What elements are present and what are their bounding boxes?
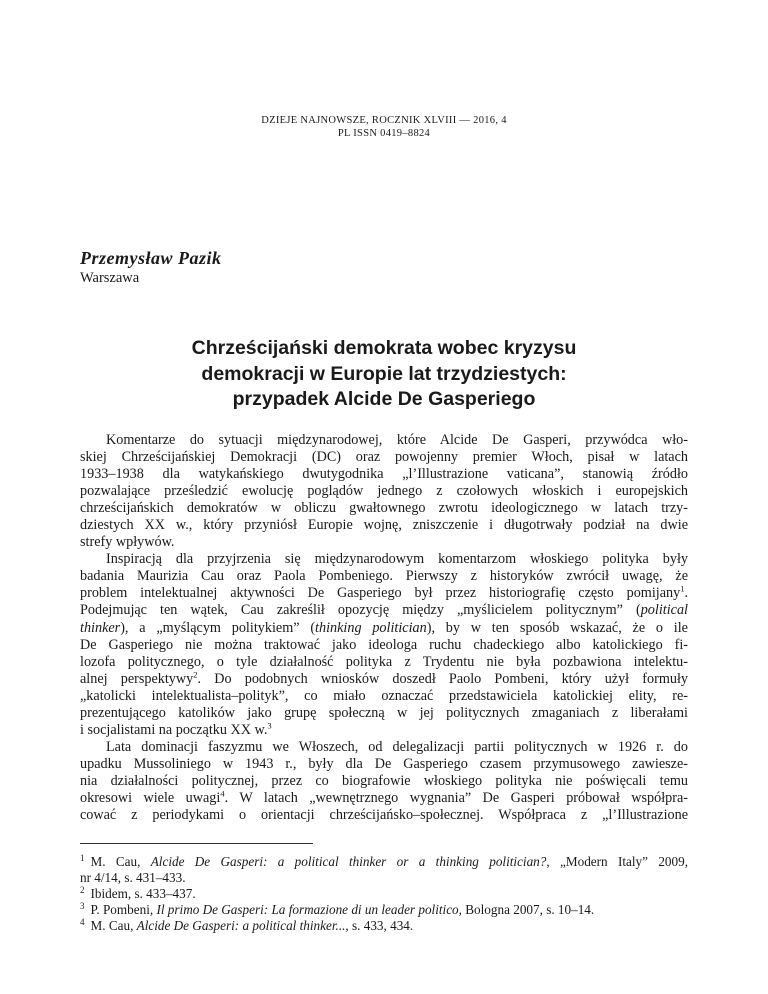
title-line: Chrześcijański demokrata wobec kryzysu — [191, 337, 577, 359]
body-line: Komentarze do sytuacji międzynarodowej, które Alcide De Gasperi, przywódca wło- — [106, 432, 688, 448]
footnote-2: $^2$ Ibidem, s. 433–437. — [80, 884, 196, 901]
body-line: cować z periodykami o orientacji chrześcijańsko–społecznej. Współpraca z „l’Illustrazione — [80, 807, 688, 824]
body-line: skiej Chrześcijańskiej Demokracji (DC) oraz powojenny premier Włoch, pisał w latach — [80, 449, 688, 466]
body-line: lozofa politycznego, o tyle działalność polityka z Trydentu nie była pozbawiona intelektu- — [80, 653, 688, 670]
journal-header: DZIEJE NAJNOWSZE, ROCZNIK XLVIII — 2016, 4 — [261, 115, 507, 126]
footnote-ref[interactable]: 4 — [220, 788, 225, 799]
footnotes — [80, 854, 688, 934]
footnote-ref[interactable]: 2 — [193, 668, 198, 679]
article-title — [80, 336, 688, 413]
body-line: chrześcijańskich demokratów w obliczu gwałtownego zwrotu ideologicznego w latach trzy- — [80, 500, 688, 517]
body-line: dziestych XX w., który przyniósł Europie wojnę, zniszczenie i długotrwały podział na dwie — [80, 517, 688, 534]
body-line: 1933–1938 dla watykańskiego dwutygodnika „l’Illustrazione vaticana”, stanowią źródło — [80, 466, 688, 483]
body-line: upadku Mussoliniego w 1943 r., były dla De Gasperiego czasem przymusowego zawiesze- — [80, 755, 688, 772]
footnote-ref[interactable]: 1 — [680, 583, 685, 594]
footnote-4: $^4$ M. Cau, Alcide De Gasperi: a political thinker..., s. 433, 434. — [80, 916, 414, 933]
title-line: przypadek Alcide De Gasperiego — [232, 388, 536, 410]
footnote-3: $^3$ P. Pombeni, Il primo De Gasperi: La formazione di un leader politico, Bologna 2007, s. 10–14. — [80, 900, 595, 917]
body-line: okresowi wiele uwagi$^4$. W latach „wewnętrznego wygnania” De Gasperi próbował współpra- — [80, 788, 688, 806]
body-line: Podejmując ten wątek, Cau zakreślił opozycję między „myślicielem politycznym” (political — [80, 602, 688, 619]
body-line: De Gasperiego nie można traktować jako ideologa ruchu chadeckiego albo katolickiego fi- — [80, 636, 688, 653]
footnote-1-cont: nr 4/14, s. 431–433. — [80, 870, 186, 885]
body-line: prezentującego katolików jako grupę społeczną w jej politycznych zmaganiach z liberałami — [80, 704, 688, 721]
title-line: demokracji w Europie lat trzydziestych: — [201, 362, 567, 385]
author-name: Przemysław Pazik — [80, 248, 222, 268]
issn-line: PL ISSN 0419–8824 — [337, 128, 431, 139]
body-line: badania Maurizia Cau oraz Paola Pombeniego. Pierwszy z historyków zwrócił uwagę, że — [80, 568, 688, 585]
body-line: problem intelektualnej aktywności De Gasperiego był przez historiografię często pomijany$^1$. — [80, 583, 688, 602]
body-line: Inspiracją dla przyjrzenia się międzynarodowym komentarzom włoskiego polityka były — [106, 551, 688, 568]
body-line: nia działalności politycznej, przez co biografowie włoskiego polityka nie poświęcali temu — [80, 772, 688, 789]
body-line: thinker), a „myślącym politykiem” (thinking politician), by w ten sposób wskazać, że o ile — [80, 619, 688, 636]
author-affiliation: Warszawa — [80, 270, 140, 286]
body-line: Lata dominacji faszyzmu we Włoszech, od delegalizacji partii politycznych w 1926 r. do — [106, 738, 688, 755]
body-line: „katolicki intelektualista–polityk”, co miało oznaczać przedstawiciela katolickiej elity, re- — [80, 687, 688, 704]
footnote-1: $^1$ M. Cau, Alcide De Gasperi: a political thinker or a thinking politician?, „Modern Italy” 2009, — [80, 852, 688, 869]
footnote-separator — [80, 843, 313, 844]
body-line: alnej perspektywy$^2$. Do podobnych wniosków doszedł Paolo Pombeni, który użył formuły — [80, 668, 688, 687]
body-line: i socjalistami na początku XX w.$^3$ — [80, 720, 272, 738]
footnote-ref[interactable]: 3 — [267, 720, 272, 731]
body-line: strefy wpływów. — [80, 534, 175, 551]
article-body — [80, 432, 688, 824]
body-line: pozwalające prześledzić ewolucję poglądów jednego z czołowych włoskich i europejskich — [80, 483, 688, 500]
